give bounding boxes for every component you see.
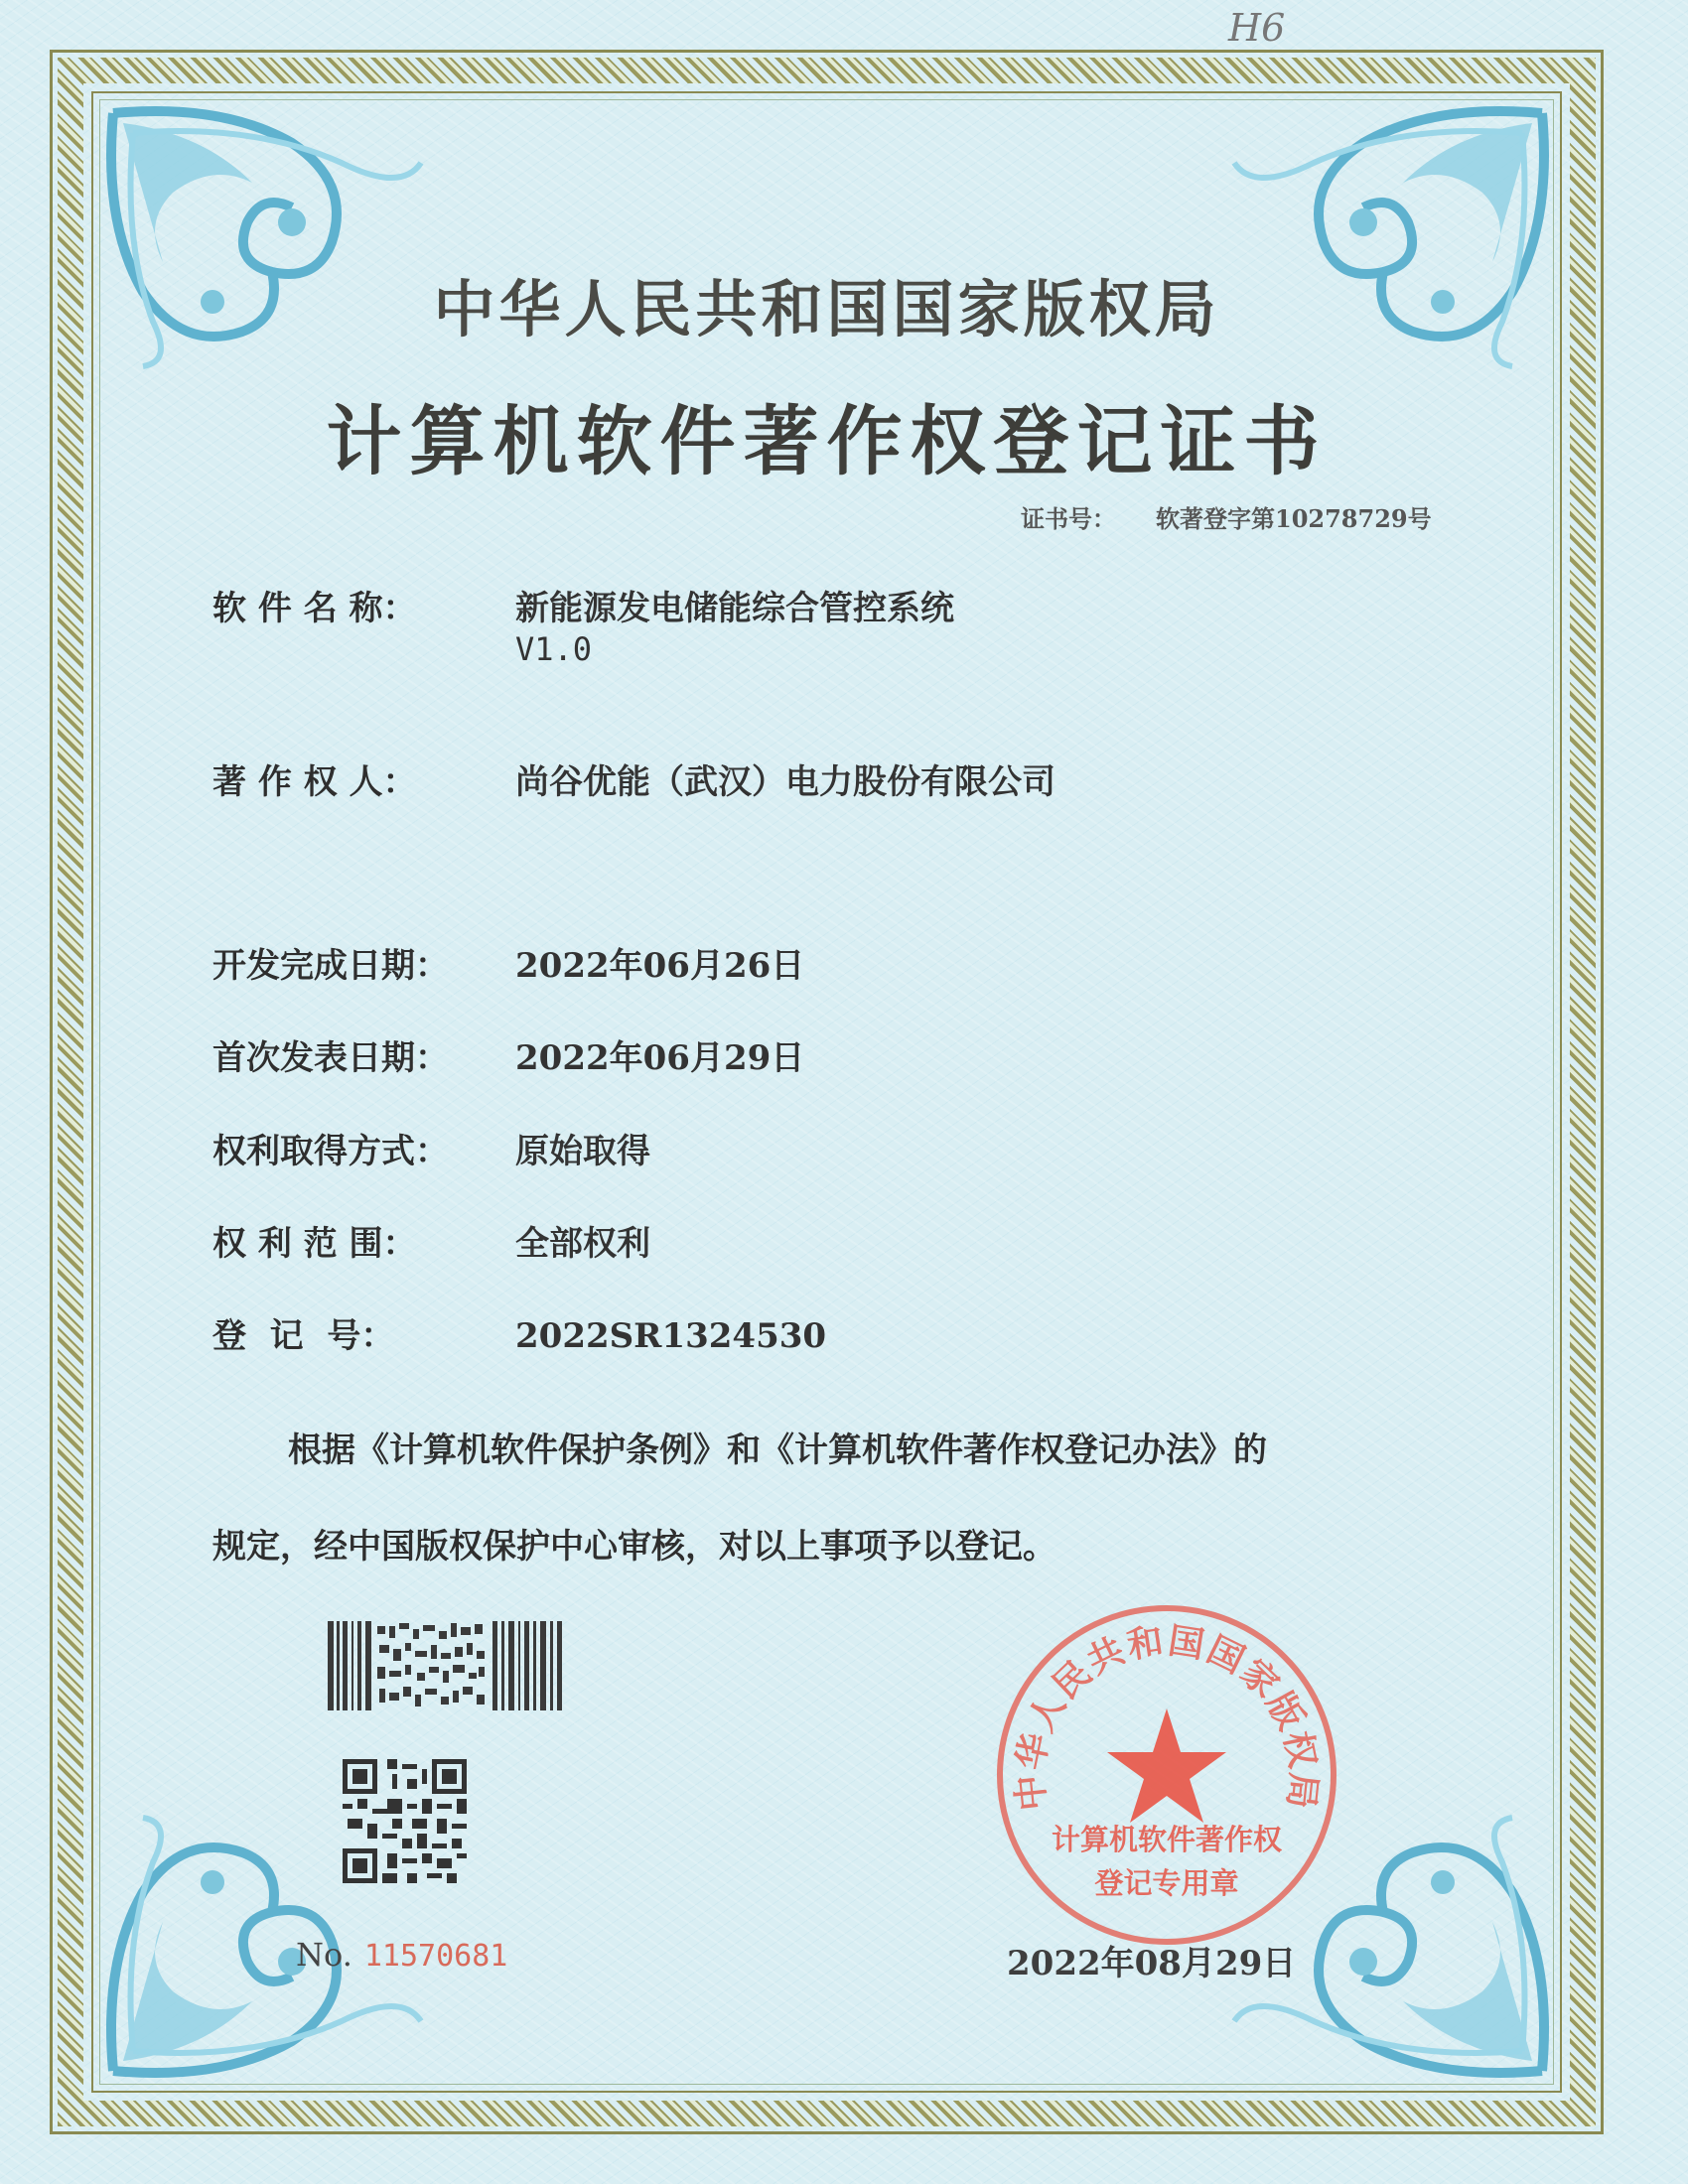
field-registration-number-value: 2022SR1324530 (515, 1316, 827, 1356)
field-owner-label: 著 作 权 人： (212, 762, 417, 802)
field-pub-date-label: 首次发表日期： (212, 1038, 449, 1078)
serial-number (296, 1936, 507, 1974)
field-pub-date (212, 1030, 804, 1079)
field-software-name (212, 581, 954, 629)
issuing-authority-title: 中华人民共和国国家版权局 (433, 273, 1220, 345)
statement-line-1: 根据《计算机软件保护条例》和《计算机软件著作权登记办法》的 (288, 1431, 1267, 1470)
field-software-version: V1.0 (515, 630, 593, 668)
serial-number-value: 11570681 (363, 1939, 508, 1974)
field-owner (212, 754, 1055, 803)
official-seal (993, 1601, 1340, 1949)
field-dev-date (212, 938, 804, 987)
field-dev-date-label: 开发完成日期： (212, 946, 449, 986)
field-owner-value: 尚谷优能（武汉）电力股份有限公司 (515, 762, 1055, 802)
field-acquisition-label: 权利取得方式： (212, 1132, 449, 1171)
field-pub-date-value: 2022年06月29日 (515, 1038, 805, 1078)
field-scope-value: 全部权利 (515, 1224, 650, 1264)
seal-ring-text: 中华人民共和国国家版权局 (1009, 1620, 1325, 1813)
field-software-name-label: 软 件 名 称： (212, 589, 417, 628)
serial-number-label: No. (296, 1936, 352, 1974)
field-registration-number-label: 登 记 号： (212, 1316, 395, 1356)
certificate-title: 计算机软件著作权登记证书 (326, 397, 1328, 485)
handwritten-mark: H6 (1228, 6, 1286, 50)
field-registration-number (212, 1308, 826, 1357)
field-dev-date-value: 2022年06月26日 (515, 946, 805, 986)
qr-code (343, 1759, 467, 1883)
field-acquisition-value: 原始取得 (515, 1132, 650, 1171)
seal-text-line-1: 计算机软件著作权 (1051, 1823, 1282, 1856)
field-software-name-value: 新能源发电储能综合管控系统 (515, 589, 954, 628)
certificate-number (1021, 499, 1432, 534)
barcode (328, 1621, 566, 1710)
statement-line-2: 规定，经中国版权保护中心审核，对以上事项予以登记。 (212, 1527, 1056, 1567)
seal-text-line-2: 登记专用章 (1094, 1866, 1239, 1900)
certificate-number-value: 软著登字第10278729号 (1156, 504, 1432, 533)
certificate-number-label: 证书号： (1021, 504, 1116, 533)
field-acquisition (212, 1124, 650, 1172)
field-scope (212, 1216, 650, 1265)
field-scope-label: 权 利 范 围： (212, 1224, 417, 1264)
issue-date: 2022年08月29日 (1007, 1944, 1297, 1983)
